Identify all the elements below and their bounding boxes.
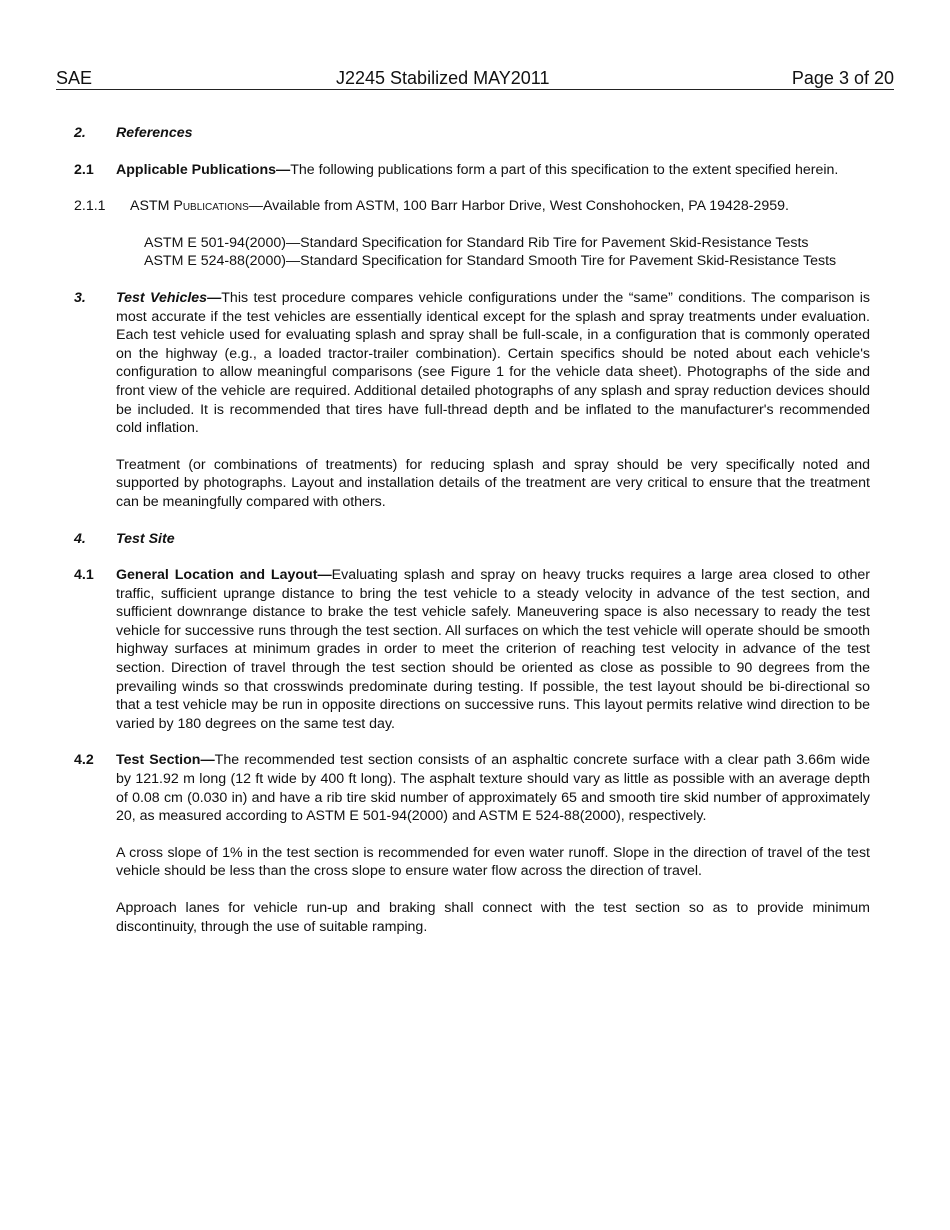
section-title: Test Section— <box>116 752 215 769</box>
section-text: —Available from ASTM, 100 Barr Harbor Drive, West Conshohocken, PA 19428-2959. <box>248 198 789 215</box>
section-4-heading <box>74 530 870 549</box>
section-3 <box>74 289 870 438</box>
section-title: References <box>116 125 193 141</box>
section-text: The following publications form a part of this specification to the extent specified herein. <box>290 161 839 178</box>
section-4-2 <box>74 751 870 825</box>
section-text: This test procedure compares vehicle configurations under the “same” conditions. The comparison is most accurate if the test vehicles are essentially identical except for the splash and spray treatments under evaluation. Each test vehicle used for evaluating splash and spray shall be full-scale, in a configuration that is commonly operated on the highway (e.g., a loaded tractor-trailer combination). Certain specifics should be noted about each vehicle's configuration to allow meaningful comparisons (see Figure 1 for the vehicle data sheet). Photographs of the side and front view of the vehicle are required. Additional detailed photographs of any splash and spray reduction devices should be included. It is recommended that tires have full-thread depth and be inflated to the manufacturer's recommended cold inflation. <box>116 289 870 437</box>
section-2-1 <box>74 161 870 180</box>
section-text: The recommended test section consists of an asphaltic concrete surface with a clear path 3.66m wide by 121.92 m long (12 ft wide by 400 ft long). The asphalt texture should vary as little as possible with an average depth of 0.08 cm (0.030 in) and have a rib tire skid number of approximately 65 and smooth tire skid number of approximately 20, as measured according to ASTM E 501-94(2000) and ASTM E 524-88(2000), respectively. <box>116 752 870 825</box>
reference-list <box>74 234 870 271</box>
section-title: Test Site <box>116 530 175 547</box>
section-number: 3. <box>74 289 86 306</box>
section-title: General Location and Layout— <box>116 567 332 584</box>
reference-item: ASTM E 501-94(2000)—Standard Specification for Standard Rib Tire for Pavement Skid-Resistance Tests <box>144 234 809 251</box>
section-number: 4.2 <box>74 752 94 769</box>
section-3-paragraph-2: Treatment (or combinations of treatments) for reducing splash and spray should be very specifically noted and supported by photographs. Layout and installation details of the treatment are very critical to ensure that the treatment can be meaningfully compared with others. <box>116 456 870 510</box>
reference-item: ASTM E 524-88(2000)—Standard Specification for Standard Smooth Tire for Pavement Skid-Resistance Tests <box>144 253 837 270</box>
header-page-number: Page 3 of 20 <box>791 68 894 88</box>
header-org: SAE <box>56 68 93 88</box>
section-number: 4. <box>74 530 86 547</box>
section-number: 2.1.1 <box>74 198 106 215</box>
section-text: Evaluating splash and spray on heavy trucks requires a large area closed to other traffic, sufficient uprange distance to bring the test vehicle to a steady velocity in advance of the test section, and sufficient downrange distance to brake the test vehicle safely. Maneuvering space is also necessary to ready the test vehicle for successive runs through the test section. All surfaces on which the test vehicle will operate should be smooth highway surfaces at minimum grades in order to meet the criterion of reaching test velocity in advance of the test section. Direction of travel through the test section should be oriented as close as possible to 90 degrees from the prevailing winds so that crosswinds predominate during testing. If possible, the test layout should be bi-directional so that a test vehicle may be run in opposite directions on successive runs. This layout permits relative wind direction to be varied by 180 degrees on the same test day. <box>116 567 870 732</box>
section-2-1-1 <box>74 197 870 216</box>
document-body <box>74 124 870 954</box>
section-4-1 <box>74 566 870 733</box>
section-number: 4.1 <box>74 567 94 584</box>
section-number: 2. <box>74 125 86 141</box>
section-4-2-paragraph-3: Approach lanes for vehicle run-up and braking shall connect with the test section so as to provide minimum discontinuity, through the use of suitable ramping. <box>116 900 870 935</box>
section-title: ASTM Publications <box>130 198 249 215</box>
section-title: Test Vehicles— <box>116 289 222 306</box>
section-title: Applicable Publications— <box>116 161 291 178</box>
header-doc-id: J2245 Stabilized MAY2011 <box>336 68 550 88</box>
section-2-heading <box>74 124 870 143</box>
section-4-2-paragraph-2: A cross slope of 1% in the test section is recommended for even water runoff. Slope in the direction of travel of the test vehicle should be less than the cross slope to ensure water flow across the direction of travel. <box>116 844 870 880</box>
section-number: 2.1 <box>74 161 94 178</box>
page-header <box>56 67 894 90</box>
